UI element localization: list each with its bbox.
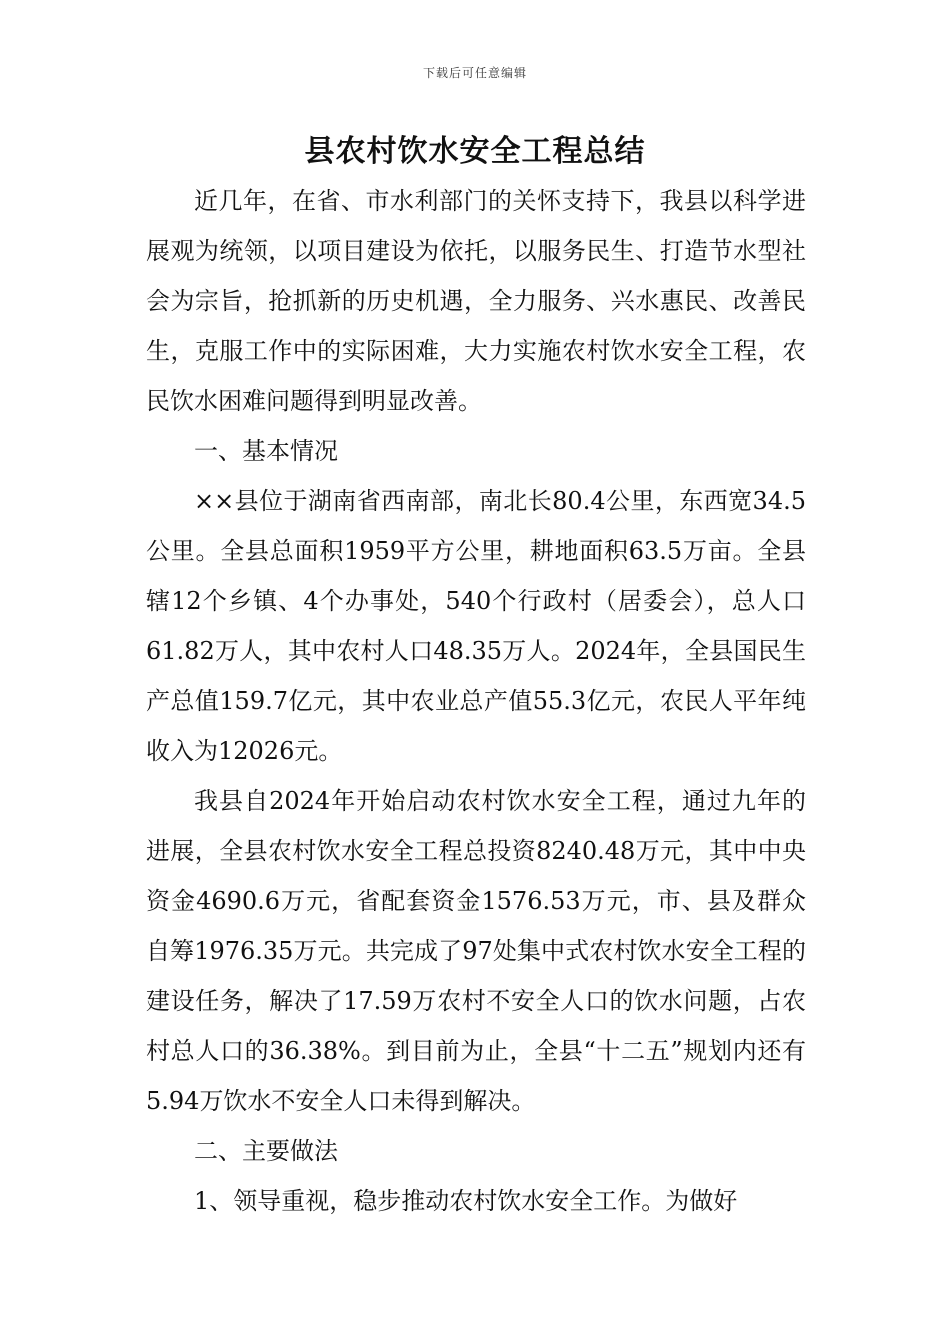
section-heading-main-practices: 二、主要做法 [194,1137,338,1165]
header-note: 下载后可任意编辑 [422,66,527,80]
paragraph-intro: 近几年，在省、市水利部门的关怀支持下，我县以科学进展观为统领，以项目建设为依托，以服务民生、打造节水型社会为宗旨，抢抓新的历史机遇，全力服务、兴水惠民、改善民生，克服工作中的实际困难，大力实施农村饮水安全工程，农民饮水困难问题得到明显改善。 [146,187,806,415]
document-body [146,176,806,1226]
paragraph-county-overview: ××县位于湖南省西南部，南北长80.4公里，东西宽34.5公里。全县总面积1959平方公里，耕地面积63.5万亩。全县辖12个乡镇、4个办事处，540个行政村（居委会），总人口61.82万人，其中农村人口48.35万人。2024年，全县国民生产总值159.7亿元，其中农业总产值55.3亿元，农民人平年纯收入为12026元。 [146,487,806,765]
document-title: 县农村饮水安全工程总结 [304,134,646,169]
paragraph-leadership: 1、领导重视，稳步推动农村饮水安全工作。为做好 [194,1187,738,1215]
paragraph-project-progress: 我县自2024年开始启动农村饮水安全工程，通过九年的进展，全县农村饮水安全工程总投资8240.48万元，其中中央资金4690.6万元，省配套资金1576.53万元，市、县及群众自筹1976.35万元。共完成了97处集中式农村饮水安全工程的建设任务，解决了17.59万农村不安全人口的饮水问题，占农村总人口的36.38%。到目前为止，全县“十二五”规划内还有5.94万饮水不安全人口未得到解决。 [146,787,806,1115]
section-heading-basic-situation: 一、基本情况 [194,437,338,465]
